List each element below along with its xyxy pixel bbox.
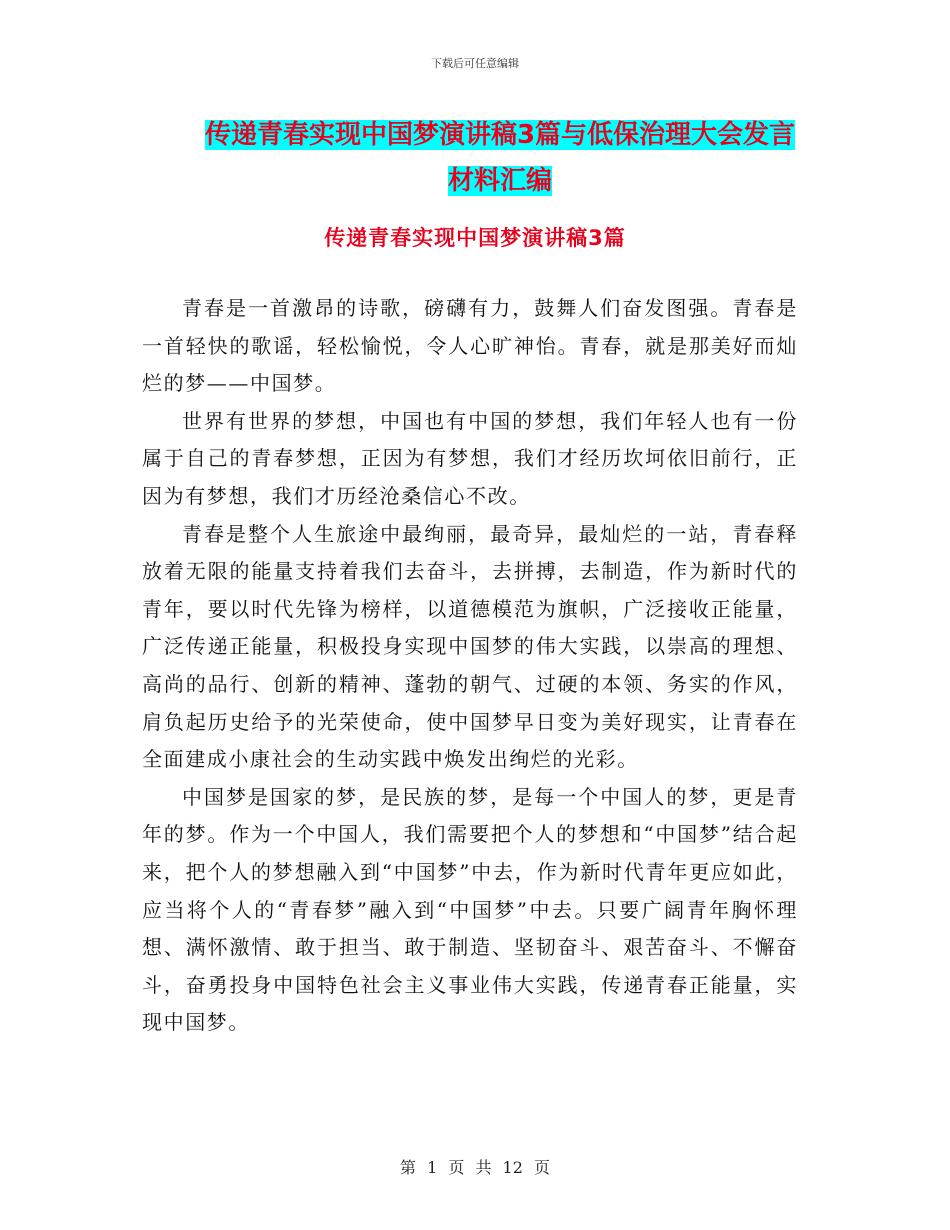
- document-title-line-1: 传递青春实现中国梦演讲稿3篇与低保治理大会发言: [204, 120, 796, 150]
- paragraph: 世界有世界的梦想，中国也有中国的梦想，我们年轻人也有一份属于自己的青春梦想，正因为有梦想，我们才经历坎坷依旧前行，正因为有梦想，我们才历经沧桑信心不改。: [142, 408, 798, 508]
- page-footer: 第 1 页 共 12 页: [400, 1158, 550, 1177]
- body-text: [142, 290, 798, 1042]
- document-title-line-2: 材料汇编: [447, 166, 552, 196]
- paragraph: 青春是一首激昂的诗歌，磅礴有力，鼓舞人们奋发图强。青春是一首轻快的歌谣，轻松愉悦，令人心旷神怡。青春，就是那美好而灿烂的梦——中国梦。: [142, 296, 798, 396]
- paragraph: 青春是整个人生旅途中最绚丽，最奇异，最灿烂的一站，青春释放着无限的能量支持着我们去奋斗，去拼搏，去制造，作为新时代的青年，要以时代先锋为榜样，以道德模范为旗帜，广泛接收正能量，广泛传递正能量，积极投身实现中国梦的伟大实践，以崇高的理想、高尚的品行、创新的精神、蓬勃的朝气、过硬的本领、务实的作风，肩负起历史给予的光荣使命，使中国梦早日变为美好现实，让青春在全面建成小康社会的生动实践中焕发出绚烂的光彩。: [142, 521, 798, 772]
- header-note: 下载后可任意编辑: [431, 57, 519, 70]
- document-title: [160, 112, 840, 204]
- paragraph: 中国梦是国家的梦，是民族的梦，是每一个中国人的梦，更是青年的梦。作为一个中国人，我们需要把个人的梦想和“中国梦”结合起来，把个人的梦想融入到“中国梦”中去，作为新时代青年更应如此，应当将个人的“青春梦”融入到“中国梦”中去。只要广阔青年胸怀理想、满怀激情、敢于担当、敢于制造、坚韧奋斗、艰苦奋斗、不懈奋斗，奋勇投身中国特色社会主义事业伟大实践，传递青春正能量，实现中国梦。: [142, 784, 798, 1035]
- section-title: 传递青春实现中国梦演讲稿3篇: [324, 226, 626, 250]
